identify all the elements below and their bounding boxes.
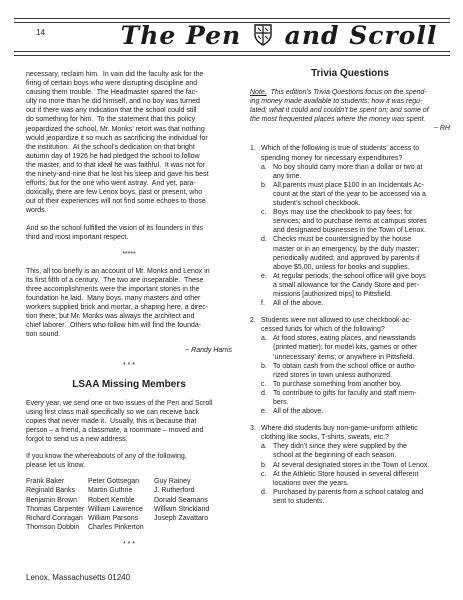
option-line: No boy should carry more than a dollar or two at — [273, 163, 423, 171]
text-line: please let us know. — [26, 462, 86, 470]
text-line: tion there; but Mr. Monks was always the architect and — [26, 313, 195, 321]
question-stem — [250, 424, 450, 442]
left-column — [26, 70, 232, 549]
option-line: Purchased by parents from a school catalog and — [273, 488, 424, 496]
option-line: To obtain cash from the school office or autho- — [273, 362, 417, 370]
question-line: clothing like socks, T-shirts, sweats, etc.? — [261, 434, 389, 442]
text-line: person – a friend, a classmate, a roommate – moved and — [26, 427, 204, 434]
option-text — [273, 461, 450, 470]
note-line: the most frequented places where the money was spent. — [250, 116, 426, 124]
option-letter: a. — [261, 443, 267, 451]
option-line: and designated businesses in the Town of Lenox. — [273, 227, 426, 235]
names-column-2 — [88, 477, 154, 532]
option-text — [273, 272, 450, 299]
option-line: ‘unnecessary’ items; or anywhere in Pittsfield. — [273, 353, 415, 361]
option-line: At regular periods, the school office will give boys — [273, 272, 426, 280]
note-signature: ~ RH — [433, 125, 450, 133]
option-letter: f. — [261, 300, 265, 308]
answer-option — [250, 334, 450, 361]
option-line: rized stores in town unless authorized. — [273, 371, 393, 379]
member-name: Benjamin Brown — [26, 496, 77, 504]
text-line: third and most important respect. — [26, 233, 129, 241]
text-line: the master, and to that ideal he was faithful. It was not for — [26, 161, 205, 169]
option-text — [273, 334, 450, 361]
trivia-heading: Trivia Questions — [311, 68, 389, 79]
note-label: Note. — [250, 89, 267, 96]
option-letter: c. — [261, 209, 267, 217]
member-name: William Lawrence — [88, 505, 143, 513]
text-line: forgot to send us a new address. — [26, 436, 128, 444]
note-line: This edition’s Trivia Questions focus on the spend- — [266, 89, 427, 96]
option-line: above $5.00, unless for books and supplies. — [273, 263, 410, 271]
text-line: necessary, reclaim him. In vain did the faculty ask for the — [26, 71, 204, 78]
question-number: 2. — [250, 317, 256, 325]
option-line: master or in an emergency, by the duty master; — [273, 245, 420, 253]
section-divider: * * * — [122, 361, 136, 369]
masthead-title — [114, 21, 444, 50]
answer-option — [250, 163, 450, 181]
lsaa-paragraph-1 — [26, 399, 232, 444]
article-signature: ~ Randy Harris — [185, 346, 232, 354]
member-name: Richard Conragan — [26, 514, 83, 522]
option-letter: e. — [261, 408, 267, 416]
option-letter: b. — [261, 461, 267, 469]
option-line: services; and to purchase items at campus stores — [273, 218, 427, 226]
text-line: And so the school fulfilled the vision of its founders in this — [26, 224, 204, 232]
option-text — [273, 389, 450, 407]
text-line: three accomplishments were the important stones in the — [26, 285, 200, 293]
question-number: 1. — [250, 145, 256, 153]
answer-option — [250, 380, 450, 389]
option-line: a small allowance for the Candy Store and per- — [273, 281, 419, 289]
member-name: Thomas Carpenter — [26, 505, 85, 513]
trivia-question — [250, 316, 450, 416]
page-number: 14 — [36, 28, 45, 37]
trivia-question — [250, 144, 450, 308]
option-line: missions [authorized trips] to Pittsfield. — [273, 290, 393, 298]
history-paragraph-3 — [26, 267, 232, 340]
option-text — [273, 235, 450, 271]
member-name: William Parsons — [88, 514, 139, 522]
option-line: All of the above. — [273, 408, 324, 416]
option-text — [273, 163, 450, 181]
question-line: Which of the following is true of students’ access to — [261, 145, 420, 153]
masthead-title-right: and Scroll — [284, 21, 438, 50]
footer-address: Lenox, Massachusetts 01240 — [26, 573, 131, 582]
member-name: Charles Pinkerton — [88, 523, 144, 531]
text-line: doxically, there are few Lenox boys, past or present, who — [26, 189, 203, 197]
missing-members-list — [26, 477, 232, 532]
option-letter: a. — [261, 335, 267, 343]
masthead-bottom-rule-inner — [14, 51, 450, 52]
names-column-1 — [26, 477, 88, 532]
option-line: They didn’t since they were supplied by the — [273, 443, 407, 451]
option-line: Checks must be countersigned by the house — [273, 236, 412, 244]
text-line: causing them trouble. The Headmaster spared the fac- — [26, 89, 198, 97]
option-line: At several designated stores in the Town of Lenox. — [273, 461, 430, 469]
option-line: periodically audited; and approved by parents if — [273, 254, 420, 262]
text-line: efforts, but for the one who went astray. And yet, para- — [26, 180, 196, 188]
option-text — [273, 181, 450, 208]
answer-option — [250, 181, 450, 208]
text-line: jeopardized the school, Mr. Monks’ retort was that nothing — [26, 125, 205, 133]
question-line: cessed funds for which of the following? — [261, 326, 385, 334]
text-line: the institution. At the school’s dedication on that bright — [26, 143, 195, 151]
option-text — [273, 407, 450, 416]
text-line: out if there was any indication that the school could still — [26, 107, 197, 115]
member-name: Guy Rainey — [154, 478, 191, 486]
answer-option — [250, 272, 450, 299]
text-line: copies that never made it. Usually, this is because that — [26, 417, 197, 425]
text-line: chief laborer. Others who follow him will find the founda- — [26, 322, 202, 330]
text-line: If you know the whereabouts of any of the following, — [26, 453, 187, 461]
masthead-bottom-rule — [14, 55, 450, 56]
option-line: To purchase something from another boy. — [273, 380, 402, 388]
option-line: count at the start of the year to be accessed via a — [273, 190, 426, 198]
text-line: words. — [26, 207, 47, 215]
option-text — [273, 299, 450, 308]
member-name: Robert Kemble — [88, 496, 135, 504]
question-text — [261, 424, 450, 442]
text-line: workers supplied brick and mortar, a shaping here, a direc- — [26, 304, 209, 312]
question-line: spending money for necessary expenditures? — [261, 154, 403, 162]
option-letter: c. — [261, 380, 267, 388]
member-name: Martin Guthrie — [88, 487, 133, 495]
masthead — [14, 18, 450, 56]
option-line: any time. — [273, 172, 302, 180]
lsaa-heading: LSAA Missing Members — [72, 378, 186, 390]
answer-option — [250, 488, 450, 506]
text-line: its first fifth of a century. The two are inseparable. These — [26, 276, 204, 284]
question-line: Students were not allowed to use checkbook-ac- — [261, 317, 412, 325]
section-divider-stars: ***** — [122, 250, 136, 258]
option-line: sent to students. — [273, 497, 325, 505]
option-letter: d. — [261, 236, 267, 244]
answer-option — [250, 235, 450, 271]
option-line: bers. — [273, 399, 289, 406]
masthead-top-rule — [14, 18, 450, 19]
history-paragraph-2 — [26, 224, 232, 242]
option-letter: d. — [261, 488, 267, 496]
option-text — [273, 208, 450, 235]
answer-option — [250, 299, 450, 308]
option-line: At food stores, eating places, and newsstands — [273, 335, 416, 343]
option-letter: d. — [261, 389, 267, 397]
option-letter: b. — [261, 362, 267, 370]
member-name: J. Rutherford — [154, 487, 195, 495]
option-text — [273, 442, 450, 460]
text-line: do something for him. To the statement that this policy — [26, 116, 196, 124]
trivia-question — [250, 424, 450, 506]
text-line: foundation he laid. Many boys, many masters and other — [26, 295, 201, 303]
option-line: student’s school checkbook. — [273, 200, 361, 208]
school-crest-icon — [253, 23, 273, 47]
lsaa-paragraph-2 — [26, 452, 232, 470]
option-line: (printed matter); for model kits, games or other — [273, 344, 418, 352]
text-line: using first class mail specifically so we can receive back — [26, 408, 200, 416]
text-line: autumn day of 1926 he had pledged the school to follow — [26, 152, 200, 160]
answer-option — [250, 470, 450, 488]
question-text — [261, 316, 450, 334]
option-line: locations over the years. — [273, 479, 349, 487]
question-line: Where did students buy non-game-uniform athletic — [261, 425, 418, 433]
option-line: school at the beginning of each season. — [273, 452, 397, 460]
question-number: 3. — [250, 425, 256, 433]
note-text — [250, 89, 450, 124]
member-name: Thomson Dobbin — [26, 523, 80, 531]
right-column — [250, 70, 450, 506]
note-line: lated; what it could and couldn’t be spent on; and some of — [250, 107, 429, 115]
text-line: would jeopardize it so much as sacrificing the individual for — [26, 134, 208, 142]
option-line: All parents must place $100 in an Incidentals Ac- — [273, 181, 424, 189]
option-line: To contribute to gifts for faculty and staff mem- — [273, 389, 417, 397]
answer-option — [250, 208, 450, 235]
option-letter: e. — [261, 272, 267, 280]
text-line: firing of certain boys who were disrupting discipline and — [26, 80, 198, 88]
option-letter: b. — [261, 181, 267, 189]
history-paragraph-1 — [26, 70, 232, 216]
option-line: All of the above. — [273, 300, 324, 308]
question-stem — [250, 144, 450, 162]
note-line: ing money made available to students; how it was regu- — [250, 98, 423, 106]
member-name: Peter Gottsegan — [88, 478, 139, 486]
names-column-3 — [154, 477, 209, 532]
text-line: This, all too briefly is an account of Mr. Monks and Lenox in — [26, 267, 210, 275]
text-line: tion sound. — [26, 331, 61, 339]
option-line: Boys may use the checkbook to pay fees; for — [273, 209, 413, 217]
masthead-title-left: The Pen — [120, 21, 242, 50]
member-name: William Strickland — [154, 505, 210, 513]
text-line: the ninety-and-nine that he lost his sleep and gave his best — [26, 171, 209, 179]
answer-option — [250, 442, 450, 460]
option-line: At the Athletic Store housed in several different — [273, 470, 419, 478]
option-text — [273, 470, 450, 488]
trivia-questions — [250, 144, 450, 506]
answer-option — [250, 362, 450, 380]
option-text — [273, 362, 450, 380]
option-text — [273, 488, 450, 506]
answer-option — [250, 407, 450, 416]
question-text — [261, 144, 450, 162]
trivia-note — [250, 88, 450, 124]
answer-option — [250, 389, 450, 407]
member-name: Donald Seamans — [154, 496, 208, 504]
text-line: Every year, we send one or two issues of the Pen and Scroll — [26, 399, 213, 407]
option-letter: c. — [261, 470, 267, 478]
option-letter: a. — [261, 163, 267, 171]
member-name: Reginald Banks — [26, 487, 76, 495]
text-line: ulty no more than he did himself, and no boy was turned — [26, 98, 200, 106]
text-line: out of their experiences will not find some echoes to those — [26, 198, 206, 206]
question-stem — [250, 316, 450, 334]
member-name: Joseph Zavattaro — [154, 514, 209, 522]
member-name: Frank Baker — [26, 478, 65, 486]
section-divider-end: * * * — [122, 540, 136, 548]
option-text — [273, 380, 450, 389]
answer-option — [250, 461, 450, 470]
